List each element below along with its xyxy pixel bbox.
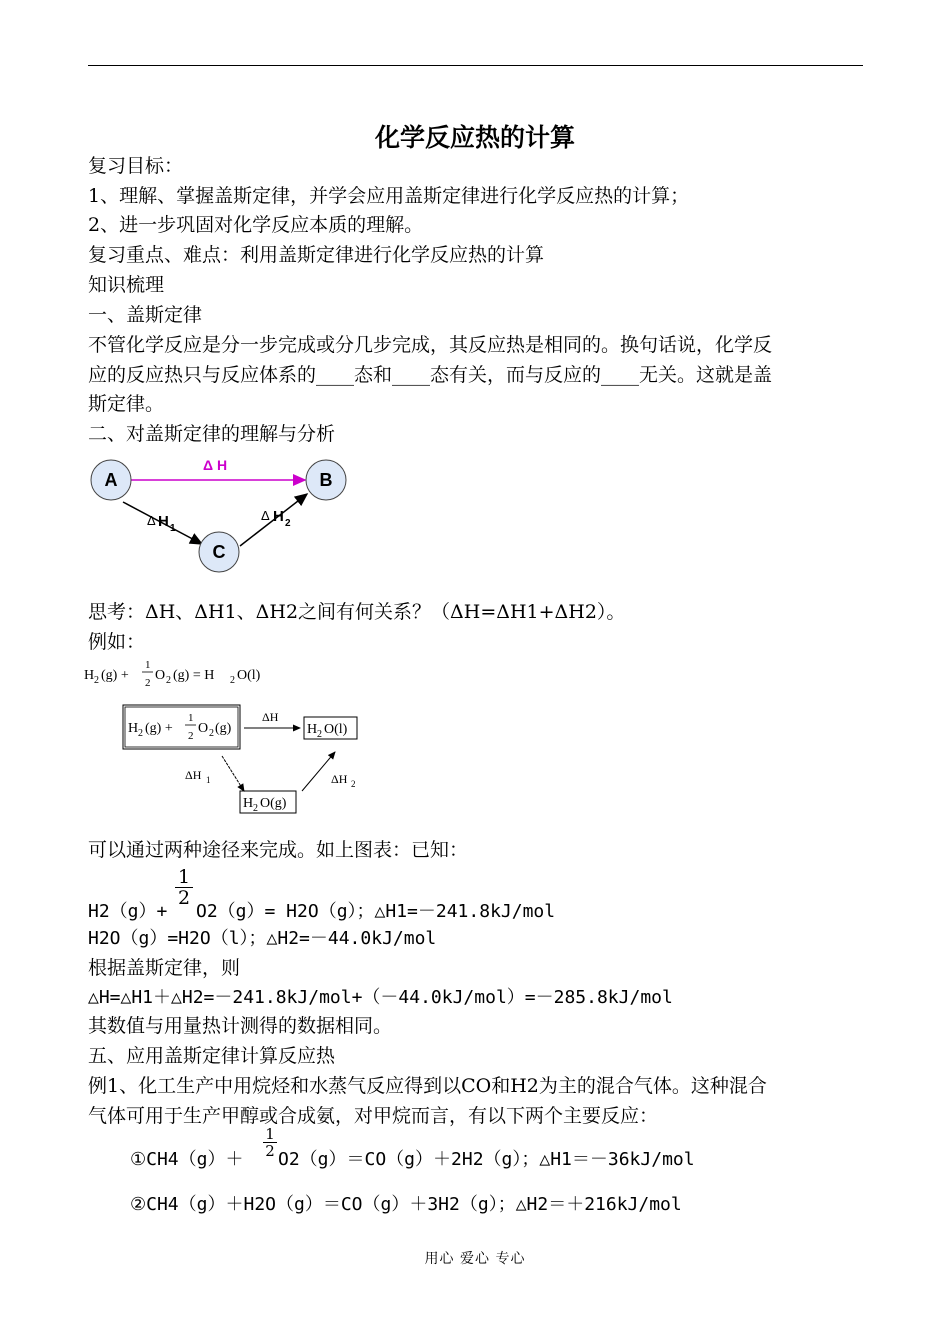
node-a-label: A — [104, 470, 118, 490]
delta-h1-h: H — [158, 513, 169, 530]
svg-text:O(l): O(l) — [324, 722, 348, 737]
fraction-half-2: $\frac{1}{2}$ — [263, 1126, 277, 1159]
svg-text:H: H — [84, 668, 95, 683]
svg-text:2: 2 — [351, 779, 356, 789]
equation-2: ②CH4（g）＋H2O（g）＝CO（g）＋3H2（g）；△H2＝＋216kJ/mol — [130, 1194, 682, 1215]
svg-text:2: 2 — [188, 730, 194, 742]
svg-text:H: H — [243, 796, 254, 811]
svg-text:1: 1 — [145, 659, 151, 671]
calorimeter-note: 其数值与用量热计测得的数据相同。 — [88, 1015, 393, 1037]
svg-text:2: 2 — [209, 728, 214, 739]
svg-text:(g): (g) — [215, 721, 232, 736]
example-1-line-1: 例1、化工生产中用烷烃和水蒸气反应得到以CO和H2为主的混合气体。这种混合 — [88, 1075, 767, 1097]
example-label: 例如： — [88, 631, 146, 653]
objective-2: 2、进一步巩固对化学反应本质的理解。 — [88, 214, 424, 236]
reaction-2: H2O（g）=H2O（l）；△H2=－44.0kJ/mol — [88, 928, 437, 949]
section-application: 五、应用盖斯定律计算反应热 — [88, 1045, 336, 1067]
arrow-step1 — [222, 756, 244, 791]
svg-text:2: 2 — [145, 677, 151, 689]
objective-1: 1、理解、掌握盖斯定律，并学会应用盖斯定律进行化学反应热的计算； — [88, 185, 690, 207]
svg-text:(g) +: (g) + — [145, 721, 173, 736]
paragraph-line-1: 不管化学反应是分一步完成或分几步完成，其反应热是相同的。换句话说，化学反 — [88, 334, 773, 356]
reaction-1-end: O2（g）= H2O（g）；△H1=－241.8kJ/mol — [196, 901, 556, 922]
delta-h1-delta: Δ — [147, 513, 156, 528]
svg-text:(g) = H: (g) = H — [173, 668, 215, 683]
fraction-half-1: $\frac{1}{2}$ — [175, 867, 193, 908]
delta-h2-sub: 2 — [285, 518, 291, 529]
by-hess-law: 根据盖斯定律，则 — [88, 957, 241, 979]
svg-text:2: 2 — [166, 675, 171, 686]
equation-1-end: O2（g）＝CO（g）＋2H2（g）；△H1＝－36kJ/mol — [278, 1149, 695, 1170]
svg-text:H: H — [307, 722, 318, 737]
page-footer: 用心 爱心 专心 — [424, 1251, 526, 1267]
node-b-label: B — [319, 470, 333, 490]
svg-text:2: 2 — [230, 675, 235, 686]
direct-dh-label: ΔH — [262, 710, 279, 724]
svg-text:2: 2 — [94, 675, 99, 686]
svg-text:O: O — [155, 668, 166, 683]
svg-text:1: 1 — [206, 775, 211, 785]
svg-text:H: H — [128, 721, 139, 736]
header-rule — [88, 65, 863, 66]
reaction-1-start: H2（g）+ — [88, 901, 168, 922]
svg-text:O(l): O(l) — [237, 668, 261, 683]
delta-h2-h: H — [273, 508, 284, 525]
svg-text:O(g): O(g) — [260, 796, 287, 811]
node-c-label: C — [212, 542, 226, 562]
total-enthalpy: △H=△H1＋△H2=－241.8kJ/mol+（－44.0kJ/mol）=－285.8kJ/mol — [88, 987, 673, 1008]
delta-h-label: Δ H — [203, 457, 228, 473]
equation-1-start: ①CH4（g）＋ — [130, 1149, 244, 1170]
svg-text:2: 2 — [138, 728, 143, 739]
svg-text:2: 2 — [253, 803, 258, 814]
page-title: 化学反应热的计算 — [374, 123, 575, 152]
think-question: 思考：ΔH、ΔH1、ΔH2之间有何关系？（ΔH=ΔH1+ΔH2）。 — [88, 601, 626, 623]
equation-formula — [84, 659, 261, 689]
objectives-heading: 复习目标： — [88, 155, 184, 177]
key-points: 复习重点、难点：利用盖斯定律进行化学反应热的计算 — [88, 244, 545, 266]
step2-dh-label: ΔH — [331, 772, 348, 786]
svg-text:1: 1 — [188, 712, 194, 724]
hess-cycle-diagram — [85, 450, 365, 580]
paragraph-line-2: 应的反应热只与反应体系的____态和____态有关，而与反应的____无关。这就是盖 — [88, 364, 773, 386]
svg-text:O: O — [198, 721, 209, 736]
two-paths-text: 可以通过两种途径来完成。如上图表：已知： — [88, 839, 469, 861]
svg-text:(g) +: (g) + — [101, 668, 129, 683]
delta-h2-delta: Δ — [261, 508, 270, 523]
section-knowledge: 知识梳理 — [88, 274, 165, 296]
example-1-line-2: 气体可用于生产甲醇或合成氨，对甲烷而言，有以下两个主要反应： — [88, 1105, 659, 1127]
delta-h1-sub: 1 — [170, 523, 176, 534]
svg-text:2: 2 — [317, 729, 322, 740]
paragraph-line-3: 斯定律。 — [88, 393, 165, 415]
section-hess-law: 一、盖斯定律 — [88, 304, 203, 326]
section-analysis: 二、对盖斯定律的理解与分析 — [88, 423, 336, 445]
step1-dh-label: ΔH — [185, 768, 202, 782]
water-formation-diagram — [84, 655, 384, 815]
